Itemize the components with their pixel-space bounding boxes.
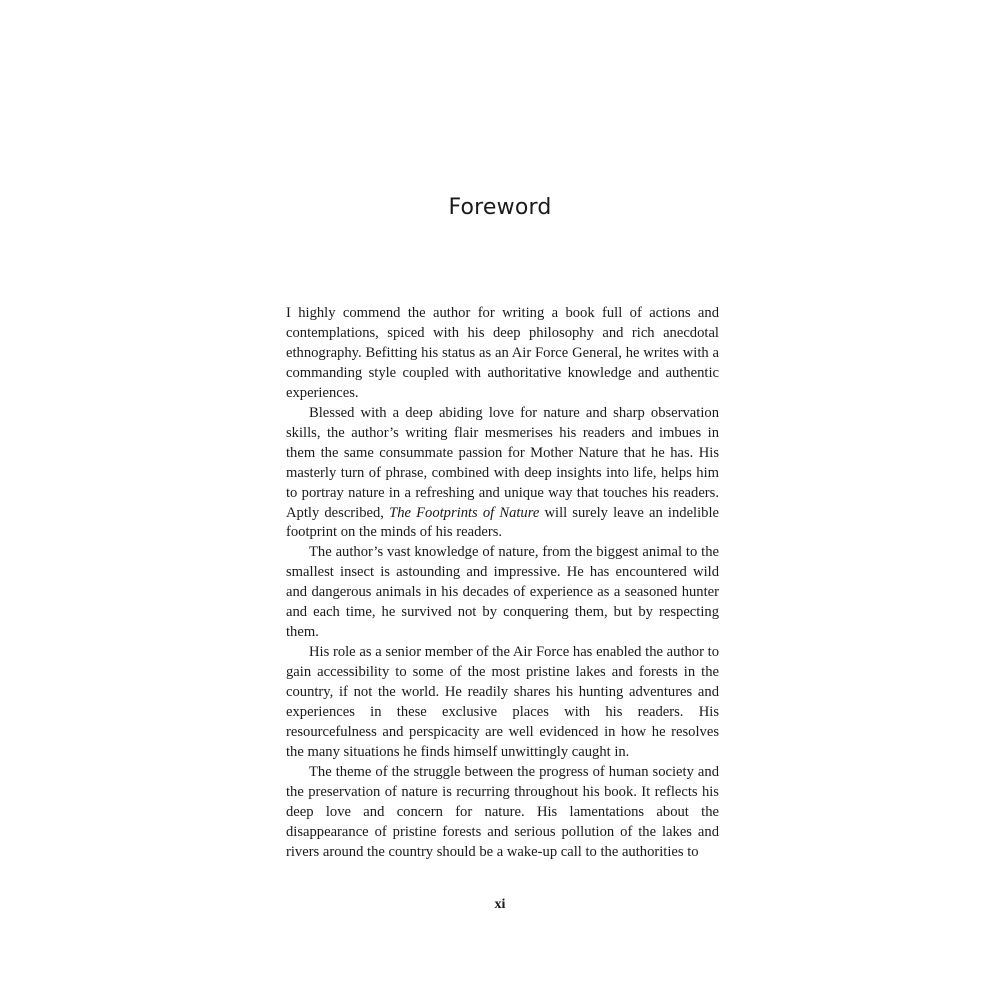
paragraph-2-text-before: Blessed with a deep abiding love for nature and sharp observation skills, the author’s writing flair mesmerises his readers and imbues in them the same consummate passion for Mother Nature that he has. His masterly turn of phrase, combined with deep insights into life, helps him to portray nature in a refreshing and unique way that touches his readers. Aptly described, [286,404,719,521]
paragraph-2 [286,404,719,544]
page-number: xi [494,897,506,912]
paragraph-1: I highly commend the author for writing a book full of actions and contemplations, spiced with his deep philosophy and rich anecdotal ethnography. Befitting his status as an Air Force General, he writes with a commanding style coupled with authoritative knowledge and authentic experiences. [286,305,719,401]
paragraph-3: The author’s vast knowledge of nature, from the biggest animal to the smallest insect is astounding and impressive. He has encountered wild and dangerous animals in his decades of experience as a seasoned hunter and each time, he survived not by conquering them, but by respecting them. [286,544,719,641]
book-title-italic: The Footprints of Nature [389,504,540,521]
paragraph-5: The theme of the struggle between the progress of human society and the preservation of nature is recurring throughout his book. It reflects his deep love and concern for nature. His lamentations about the disappearance of pristine forests and serious pollution of the lakes and rivers around the country should be a wake-up call to the authorities to [286,763,719,860]
foreword-body [286,304,719,863]
paragraph-2-text-after: will surely leave an indelible footprint on the minds of his readers. [286,504,719,541]
page-title: Foreword [448,195,552,220]
paragraph-4: His role as a senior member of the Air Force has enabled the author to gain accessibility to some of the most pristine lakes and forests in the country, if not the world. He readily shares his hunting adventures and experiences in these exclusive places with his readers. His resourcefulness and perspicacity are well evidenced in how he resolves the many situations he finds himself unwittingly caught in. [286,644,719,760]
